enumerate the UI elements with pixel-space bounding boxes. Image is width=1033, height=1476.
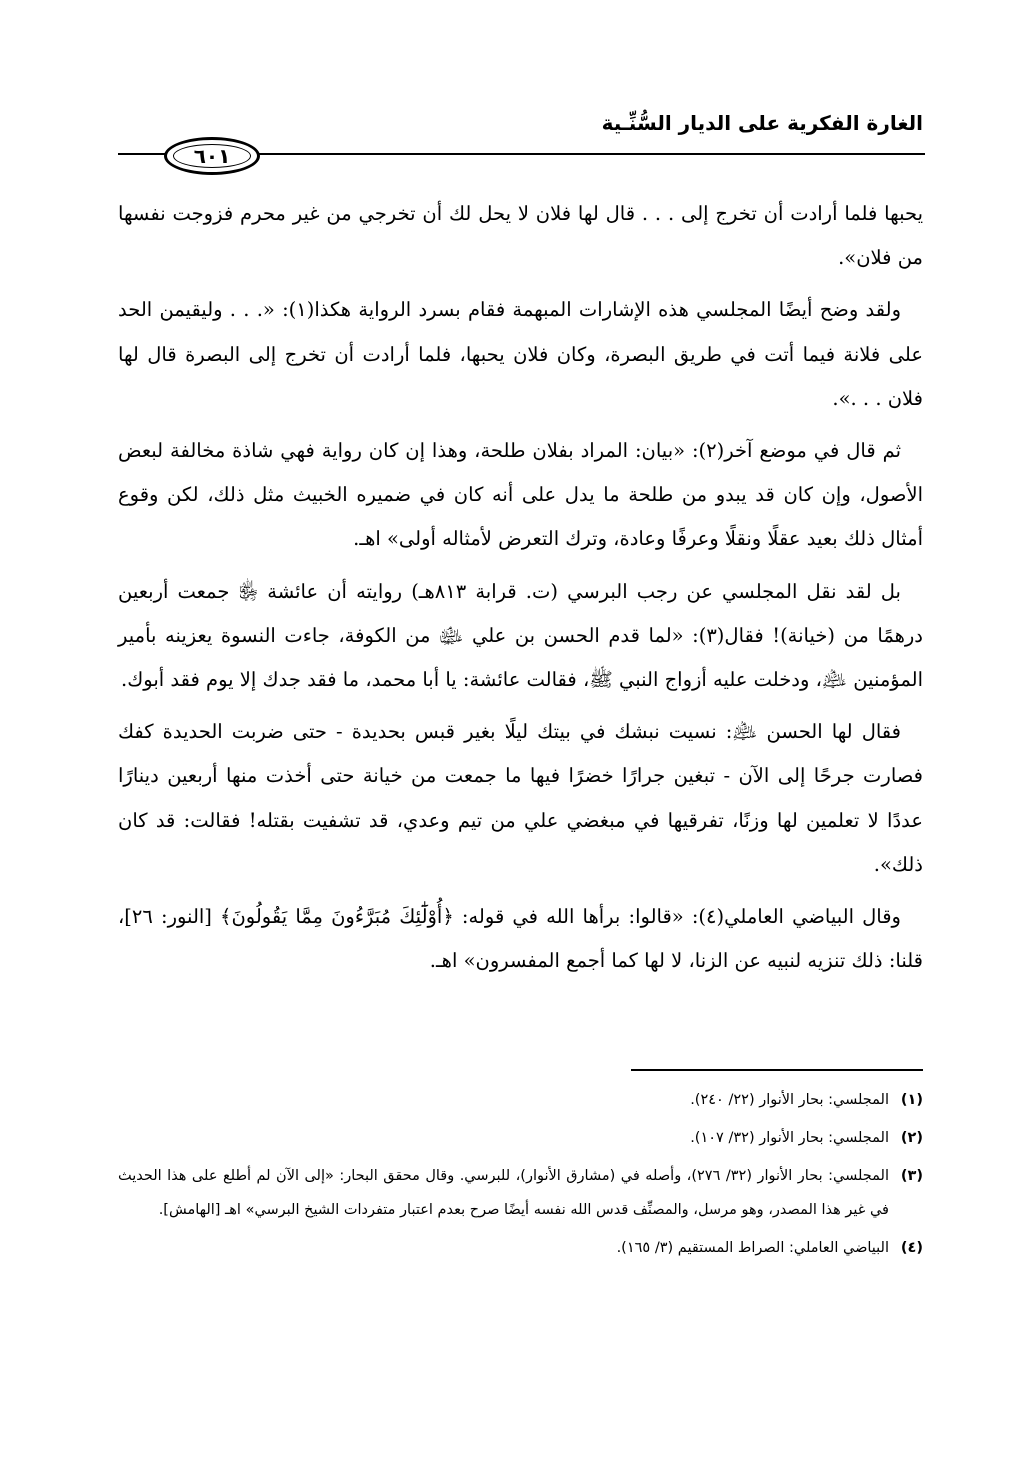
paragraph-4: بل لقد نقل المجلسي عن رجب البرسي (ت. قرابة ٨١٣هـ) روايته أن عائشة ﵂ جمعت أربعين درهمًا من (خيانة)! فقال(٣): «لما قدم الحسن بن علي ﵉ من الكوفة، جاءت النسوة يعزينه بأمير المؤمنين ﵇، ودخلت عليه أزواج النبي ﷺ، فقالت عائشة: يا أبا محمد، ما فقد جدك إلا يوم فقد أبوك. [118,579,923,692]
footnote-number: (١) [900,1092,923,1108]
footnote-number: (٢) [900,1130,923,1146]
paragraph-6: وقال البياضي العاملي(٤): «قالوا: برأها الله في قوله: ﴿أُوْلَٰٓئِكَ مُبَرَّءُونَ مِمَّا يَقُولُونَ﴾ [النور: ٢٦]، قلنا: ذلك تنزيه لنبيه عن الزنا، لا لها كما أجمع المفسرون» اهـ. [118,905,923,973]
paragraph-5: فقال لها الحسن ﵇: نسيت نبشك في بيتك ليلًا بغير قبس بحديدة - حتى ضربت الحديدة كفك فصارت جرحًا إلى الآن - تبغين جرارًا خضرًا فيها ما جمعت من خيانة حتى أخذت منها أربعين دينارًا عددًا لا تعلمين لها وزنًا، تفرقيها في مبغضي علي من تيم وعدي، قد تشفيت بقتله! فقالت: قد كان ذلك». [118,720,923,876]
footnote-2 [118,1121,923,1155]
page-number-badge [164,137,260,175]
footnote-3 [118,1159,923,1227]
main-text [118,192,923,991]
footnote-4 [118,1231,923,1265]
footnote-text: المجلسي: بحار الأنوار (٣٢/ ٢٧٦)، وأصله في (مشارق الأنوار)، للبرسي. وقال محقق البحار: «إلى الآن لم أطلع على هذا الحديث في غير هذا المصدر، وهو مرسل، والمصنِّف قدس الله نفسه أيضًا صرح بعدم اعتبار متفردات الشيخ البرسي» اهـ [الهامش]. [118,1168,889,1218]
paragraph-3: ثم قال في موضع آخر(٢): «بيان: المراد بفلان طلحة، وهذا إن كان رواية فهي شاذة مخالفة لبعض الأصول، وإن كان قد يبدو من طلحة ما يدل على أنه كان في ضميره الخبيث مثل ذلك، لكن وقوع أمثال ذلك بعيد عقلًا ونقلًا وعرفًا وعادة، وترك التعرض لأمثاله أولى» اهـ. [118,439,924,551]
running-title: الغارة الفكرية على الديار السُّنِّـية [601,111,923,135]
footnote-text: البياضي العاملي: الصراط المستقيم (٣/ ١٦٥). [616,1240,889,1256]
footnote-1 [118,1083,923,1117]
page-number: ٦٠١ [193,144,231,168]
paragraph-1: يحبها فلما أرادت أن تخرج إلى . . . قال لها فلان لا يحل لك أن تخرجي من غير محرم فزوجت نفسها من فلان». [118,202,924,270]
footnote-number: (٤) [900,1240,923,1256]
footnotes [118,1083,923,1269]
paragraph-2: ولقد وضح أيضًا المجلسي هذه الإشارات المبهمة فقام بسرد الرواية هكذا(١): «. . . وليقيمن الحد على فلانة فيما أتت في طريق البصرة، وكان فلان يحبها، فلما أرادت أن تخرج إلى البصرة قال لها فلان . . .». [118,298,923,410]
footnote-number: (٣) [900,1168,923,1184]
footnote-separator [631,1069,923,1071]
footnote-text: المجلسي: بحار الأنوار (٢٢/ ٢٤٠). [690,1092,889,1108]
footnote-text: المجلسي: بحار الأنوار (٣٢/ ١٠٧). [690,1130,889,1146]
